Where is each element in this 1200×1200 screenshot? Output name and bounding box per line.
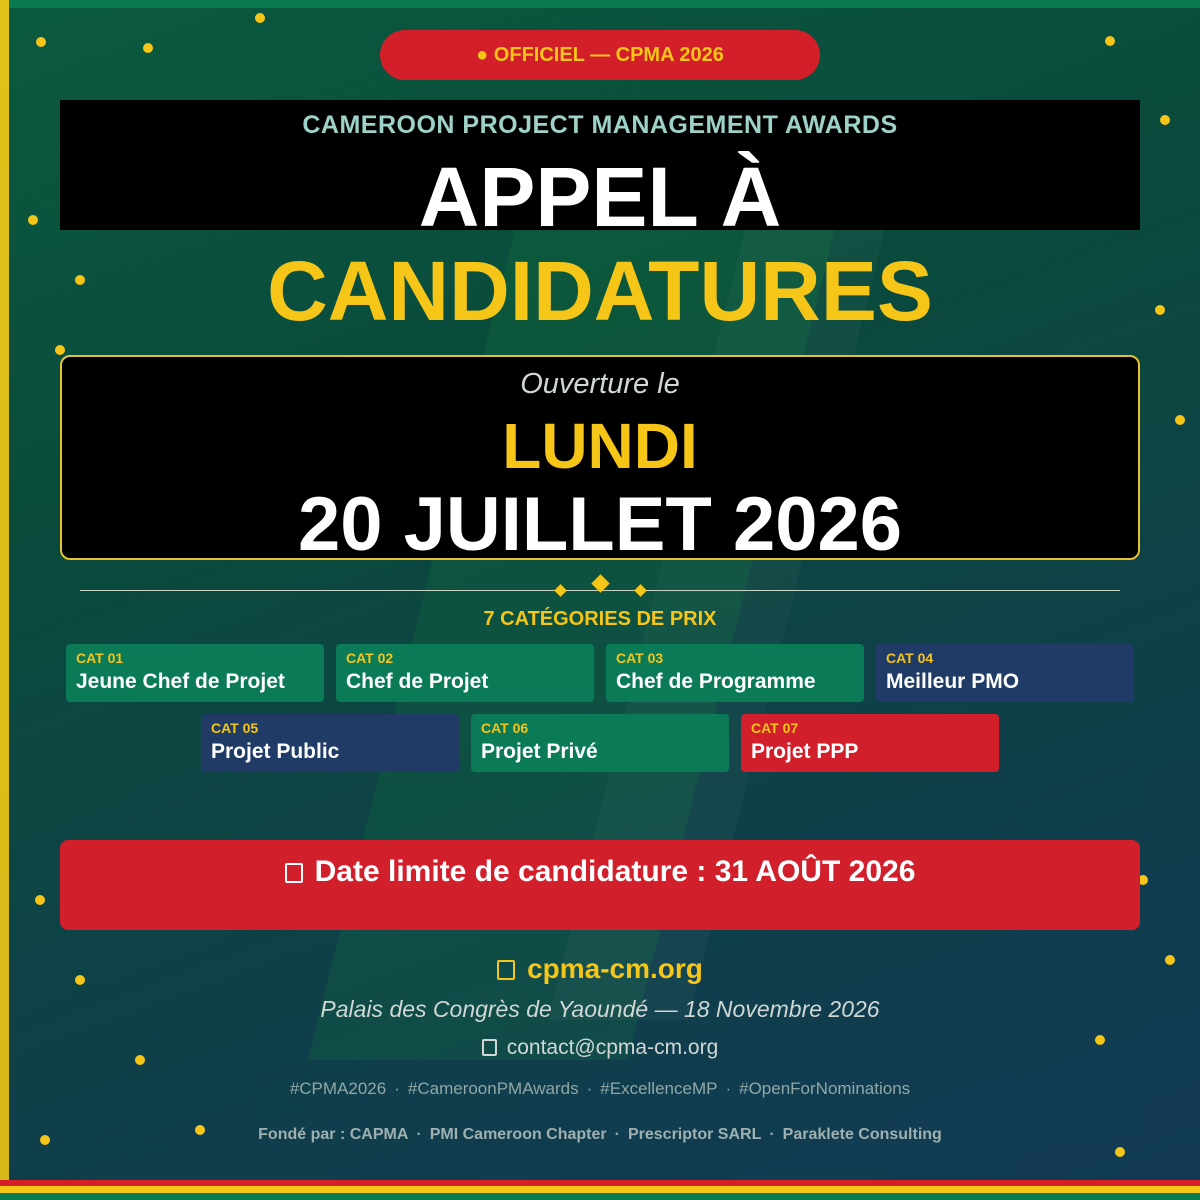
confetti-dot [1165,955,1175,965]
category-label: Chef de Projet [346,670,489,693]
confetti-dot [1160,115,1170,125]
category-card-06 [471,714,729,772]
deadline-text: Date limite de candidature : 31 AOÛT 2026 [314,855,916,888]
separator-dot: · [586,1079,593,1098]
founders-row [60,1126,1140,1144]
founder-name: Prescriptor SARL [627,1126,762,1143]
category-label: Meilleur PMO [886,670,1020,693]
founder-name: CAPMA [349,1126,409,1143]
category-card-07 [741,714,999,772]
confetti-dot [143,43,153,53]
category-label: Projet PPP [751,740,859,763]
category-card-02 [336,644,594,702]
confetti-dot [55,345,65,355]
category-code: CAT 06 [481,720,529,736]
category-label: Projet Public [211,740,340,763]
founders-prefix: Fondé par : [258,1126,346,1143]
category-label: Jeune Chef de Projet [76,670,285,693]
mail-icon [482,1039,497,1056]
venue-text: Palais des Congrès de Yaoundé — 18 Novembre 2026 [320,996,880,1022]
confetti-dot [1105,36,1115,46]
hashtag: #CameroonPMAwards [407,1079,579,1098]
category-code: CAT 04 [886,650,934,666]
separator-dot: · [769,1126,775,1143]
hashtag: #CPMA2026 [289,1079,387,1098]
hashtag: #ExcellenceMP [600,1079,718,1098]
confetti-dot [1175,415,1185,425]
confetti-dot [28,215,38,225]
category-code: CAT 07 [751,720,799,736]
opening-date: 20 JUILLET 2026 [297,482,903,567]
confetti-dot [255,13,265,23]
website-row [60,953,1140,985]
opening-intro: Ouverture le [520,368,680,400]
confetti-dot [35,895,45,905]
category-code: CAT 02 [346,650,394,666]
left-border [0,0,9,1200]
globe-icon [497,960,515,980]
separator-dot: · [725,1079,732,1098]
category-card-03 [606,644,864,702]
hashtags-row [60,1079,1140,1099]
separator-dot: · [416,1126,422,1143]
deadline-text-row [60,855,1140,889]
category-code: CAT 05 [211,720,259,736]
category-card-01 [66,644,324,702]
category-card-04 [876,644,1134,702]
founder-name: PMI Cameroon Chapter [429,1126,607,1143]
hashtag: #OpenForNominations [739,1079,911,1098]
category-label: Projet Privé [481,740,598,763]
email-link[interactable]: contact@cpma-cm.org [506,1036,719,1059]
separator-dot: · [394,1079,400,1098]
title-line-2: CANDIDATURES [267,244,933,338]
flag-stripe-bottom [0,1180,1200,1200]
category-code: CAT 03 [616,650,664,666]
founder-name: Paraklete Consulting [782,1126,942,1143]
official-badge: ● OFFICIEL — CPMA 2026 [380,30,820,80]
top-border [0,0,1200,8]
email-row [60,1036,1140,1060]
category-label: Chef de Programme [616,670,816,693]
categories-title: 7 CATÉGORIES DE PRIX [483,608,717,630]
separator-dot: · [614,1126,620,1143]
confetti-dot [1155,305,1165,315]
category-card-05 [201,714,459,772]
confetti-dot [1115,1147,1125,1157]
calendar-icon [285,863,303,883]
confetti-dot [40,1135,50,1145]
website-link[interactable]: cpma-cm.org [527,953,703,984]
confetti-dot [36,37,46,47]
category-code: CAT 01 [76,650,124,666]
title-line-1: APPEL À [418,150,782,244]
awards-subtitle: CAMEROON PROJECT MANAGEMENT AWARDS [302,111,898,139]
opening-day: LUNDI [502,410,698,482]
